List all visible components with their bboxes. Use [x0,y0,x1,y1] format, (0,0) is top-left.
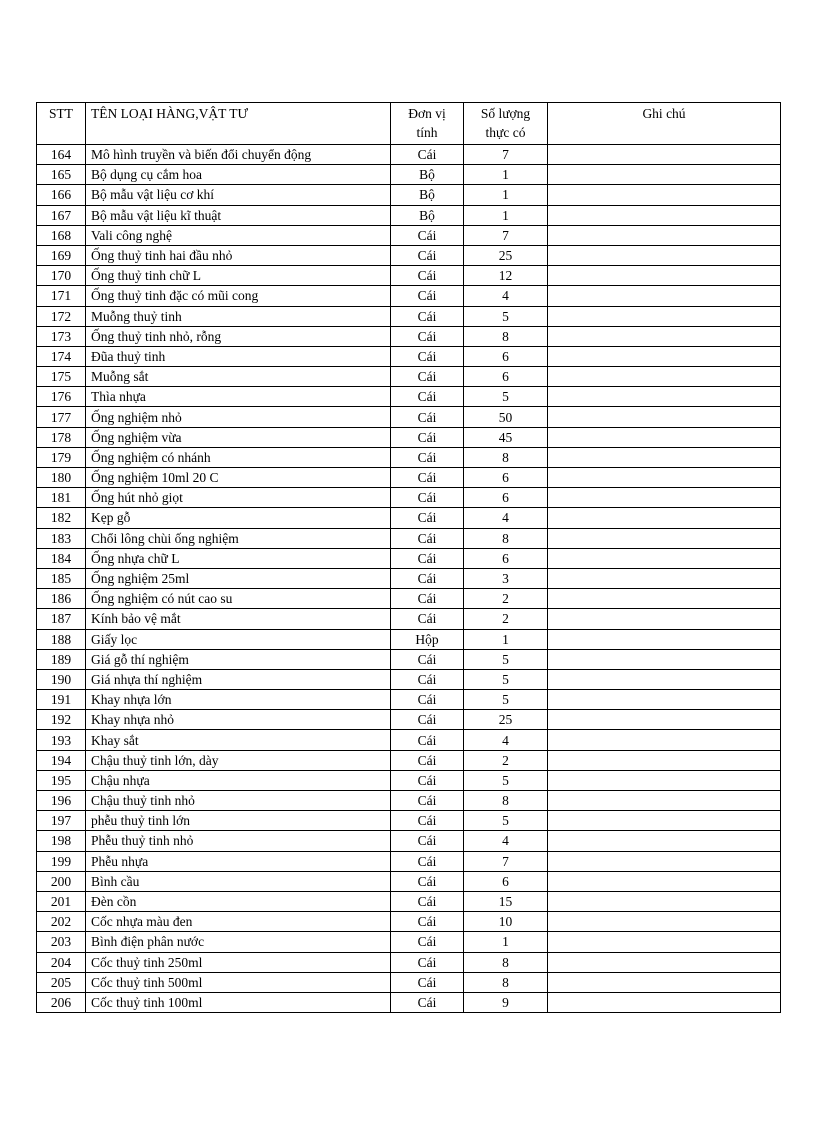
cell-name: Giá gỗ thí nghiệm [86,649,391,669]
cell-name: Chậu nhựa [86,770,391,790]
cell-qty: 6 [464,367,548,387]
cell-name: Vali công nghệ [86,225,391,245]
table-header [37,103,781,145]
cell-name: Phễu nhựa [86,851,391,871]
table-row [37,165,781,185]
cell-unit: Cái [391,669,464,689]
cell-unit: Bộ [391,205,464,225]
cell-qty: 1 [464,165,548,185]
table-body [37,145,781,1013]
cell-note [548,528,781,548]
cell-note [548,508,781,528]
inventory-table [36,102,781,1013]
cell-stt: 191 [37,690,86,710]
cell-qty: 7 [464,851,548,871]
cell-name: Ống nghiệm có nút cao su [86,589,391,609]
cell-unit: Cái [391,952,464,972]
header-qty-line2: thực có [485,125,526,140]
table-row [37,932,781,952]
cell-qty: 2 [464,589,548,609]
cell-stt: 206 [37,992,86,1012]
header-unit [391,103,464,145]
cell-name: Chậu thuỷ tinh nhỏ [86,791,391,811]
cell-stt: 167 [37,205,86,225]
table-row [37,225,781,245]
cell-qty: 5 [464,669,548,689]
header-row [37,103,781,145]
cell-qty: 1 [464,205,548,225]
cell-stt: 203 [37,932,86,952]
cell-unit: Cái [391,407,464,427]
cell-unit: Cái [391,710,464,730]
cell-qty: 5 [464,649,548,669]
cell-stt: 182 [37,508,86,528]
cell-stt: 200 [37,871,86,891]
cell-qty: 8 [464,326,548,346]
cell-name: Muỗng sắt [86,367,391,387]
cell-qty: 8 [464,952,548,972]
table-row [37,811,781,831]
table-row [37,568,781,588]
cell-name: Cốc thuỷ tinh 500ml [86,972,391,992]
cell-note [548,145,781,165]
table-row [37,730,781,750]
cell-stt: 195 [37,770,86,790]
header-note: Ghi chú [548,103,781,145]
cell-stt: 186 [37,589,86,609]
cell-qty: 50 [464,407,548,427]
cell-qty: 25 [464,710,548,730]
cell-qty: 6 [464,488,548,508]
cell-name: Ống nghiệm 10ml 20 C [86,468,391,488]
cell-note [548,427,781,447]
cell-qty: 1 [464,629,548,649]
cell-qty: 4 [464,831,548,851]
cell-stt: 175 [37,367,86,387]
cell-note [548,730,781,750]
cell-note [548,548,781,568]
cell-unit: Cái [391,548,464,568]
header-stt: STT [37,103,86,145]
cell-name: Phễu thuỷ tinh nhỏ [86,831,391,851]
cell-name: Cốc nhựa màu đen [86,912,391,932]
cell-qty: 6 [464,346,548,366]
cell-stt: 169 [37,245,86,265]
cell-note [548,831,781,851]
cell-stt: 188 [37,629,86,649]
cell-qty: 8 [464,447,548,467]
header-name: TÊN LOẠI HÀNG,VẬT TƯ [86,103,391,145]
cell-qty: 5 [464,690,548,710]
cell-name: Khay nhựa nhỏ [86,710,391,730]
cell-stt: 171 [37,286,86,306]
cell-note [548,912,781,932]
cell-name: Ống nghiệm 25ml [86,568,391,588]
cell-unit: Cái [391,972,464,992]
cell-qty: 4 [464,286,548,306]
cell-qty: 7 [464,225,548,245]
cell-name: Chổi lông chùi ống nghiệm [86,528,391,548]
cell-unit: Cái [391,932,464,952]
cell-qty: 6 [464,468,548,488]
cell-note [548,185,781,205]
cell-name: Cốc thuỷ tinh 100ml [86,992,391,1012]
cell-unit: Cái [391,306,464,326]
cell-unit: Cái [391,730,464,750]
cell-unit: Cái [391,468,464,488]
cell-note [548,286,781,306]
cell-unit: Cái [391,508,464,528]
cell-name: Chậu thuỷ tinh lớn, dày [86,750,391,770]
cell-stt: 192 [37,710,86,730]
cell-qty: 3 [464,568,548,588]
cell-stt: 190 [37,669,86,689]
cell-name: Ống nghiệm có nhánh [86,447,391,467]
cell-unit: Cái [391,891,464,911]
cell-stt: 165 [37,165,86,185]
cell-name: Khay sắt [86,730,391,750]
cell-stt: 181 [37,488,86,508]
table-row [37,447,781,467]
cell-name: Bình điện phân nước [86,932,391,952]
cell-note [548,992,781,1012]
cell-unit: Cái [391,649,464,669]
cell-qty: 45 [464,427,548,447]
cell-name: Ống thuỷ tinh nhỏ, rỗng [86,326,391,346]
cell-qty: 8 [464,791,548,811]
cell-stt: 179 [37,447,86,467]
cell-name: Ống hút nhỏ giọt [86,488,391,508]
cell-note [548,447,781,467]
cell-name: phễu thuỷ tinh lớn [86,811,391,831]
cell-stt: 193 [37,730,86,750]
header-qty-line1: Số lượng [480,106,531,121]
header-unit-line2: tính [416,125,438,140]
cell-qty: 5 [464,811,548,831]
cell-note [548,871,781,891]
table-row [37,770,781,790]
cell-stt: 177 [37,407,86,427]
cell-qty: 6 [464,548,548,568]
cell-note [548,326,781,346]
cell-note [548,690,781,710]
table-row [37,649,781,669]
cell-name: Đũa thuỷ tinh [86,346,391,366]
cell-note [548,791,781,811]
cell-note [548,266,781,286]
cell-qty: 4 [464,508,548,528]
cell-stt: 204 [37,952,86,972]
cell-stt: 189 [37,649,86,669]
cell-stt: 178 [37,427,86,447]
table-row [37,145,781,165]
cell-unit: Cái [391,791,464,811]
cell-qty: 12 [464,266,548,286]
cell-name: Bộ mẫu vật liệu kĩ thuật [86,205,391,225]
cell-unit: Cái [391,609,464,629]
header-unit-line1: Đơn vị [408,106,446,121]
cell-note [548,770,781,790]
table-row [37,791,781,811]
cell-unit: Cái [391,286,464,306]
cell-unit: Hộp [391,629,464,649]
cell-stt: 180 [37,468,86,488]
cell-note [548,165,781,185]
cell-stt: 170 [37,266,86,286]
cell-name: Ống nhựa chữ L [86,548,391,568]
cell-note [548,346,781,366]
table-row [37,669,781,689]
cell-note [548,932,781,952]
cell-stt: 185 [37,568,86,588]
cell-stt: 176 [37,387,86,407]
cell-qty: 9 [464,992,548,1012]
cell-qty: 8 [464,972,548,992]
table-row [37,407,781,427]
cell-name: Kính bảo vệ mắt [86,609,391,629]
cell-note [548,972,781,992]
cell-note [548,649,781,669]
cell-note [548,488,781,508]
cell-qty: 25 [464,245,548,265]
table-row [37,488,781,508]
table-row [37,286,781,306]
cell-stt: 174 [37,346,86,366]
table-row [37,427,781,447]
table-row [37,346,781,366]
cell-name: Cốc thuỷ tinh 250ml [86,952,391,972]
table-row [37,891,781,911]
table-row [37,871,781,891]
table-row [37,266,781,286]
cell-note [548,589,781,609]
cell-unit: Cái [391,387,464,407]
cell-note [548,851,781,871]
cell-unit: Cái [391,831,464,851]
cell-name: Ống nghiệm vừa [86,427,391,447]
table-row [37,185,781,205]
cell-note [548,669,781,689]
cell-unit: Bộ [391,185,464,205]
cell-note [548,407,781,427]
cell-unit: Cái [391,770,464,790]
cell-name: Bình cầu [86,871,391,891]
table-row [37,548,781,568]
cell-qty: 4 [464,730,548,750]
cell-unit: Cái [391,427,464,447]
cell-name: Ống thuỷ tinh chữ L [86,266,391,286]
cell-qty: 2 [464,609,548,629]
cell-unit: Cái [391,346,464,366]
cell-name: Bộ dụng cụ cắm hoa [86,165,391,185]
cell-unit: Cái [391,326,464,346]
table-row [37,609,781,629]
table-row [37,690,781,710]
cell-unit: Cái [391,589,464,609]
cell-unit: Cái [391,245,464,265]
cell-name: Khay nhựa lớn [86,690,391,710]
cell-name: Mô hình truyền và biến đổi chuyển động [86,145,391,165]
cell-qty: 5 [464,387,548,407]
cell-stt: 184 [37,548,86,568]
table-row [37,205,781,225]
table-row [37,387,781,407]
cell-note [548,245,781,265]
cell-stt: 205 [37,972,86,992]
cell-qty: 1 [464,185,548,205]
table-row [37,831,781,851]
table-row [37,972,781,992]
cell-qty: 10 [464,912,548,932]
table-row [37,912,781,932]
cell-name: Ống thuỷ tinh hai đầu nhỏ [86,245,391,265]
cell-unit: Cái [391,690,464,710]
cell-unit: Bộ [391,165,464,185]
cell-name: Thìa nhựa [86,387,391,407]
cell-unit: Cái [391,225,464,245]
table-row [37,952,781,972]
cell-note [548,367,781,387]
cell-name: Đèn cồn [86,891,391,911]
table-row [37,589,781,609]
cell-unit: Cái [391,851,464,871]
cell-stt: 172 [37,306,86,326]
table-row [37,508,781,528]
cell-name: Ống thuỷ tinh đặc có mũi cong [86,286,391,306]
cell-stt: 198 [37,831,86,851]
cell-qty: 5 [464,770,548,790]
cell-unit: Cái [391,367,464,387]
cell-unit: Cái [391,871,464,891]
cell-unit: Cái [391,447,464,467]
table-row [37,367,781,387]
cell-stt: 197 [37,811,86,831]
cell-qty: 1 [464,932,548,952]
cell-stt: 183 [37,528,86,548]
cell-note [548,468,781,488]
table-row [37,468,781,488]
cell-unit: Cái [391,145,464,165]
cell-stt: 202 [37,912,86,932]
cell-stt: 199 [37,851,86,871]
cell-stt: 164 [37,145,86,165]
cell-unit: Cái [391,811,464,831]
table-row [37,710,781,730]
cell-unit: Cái [391,528,464,548]
cell-name: Giá nhựa thí nghiệm [86,669,391,689]
cell-note [548,710,781,730]
header-qty [464,103,548,145]
cell-unit: Cái [391,750,464,770]
cell-note [548,205,781,225]
cell-name: Kẹp gỗ [86,508,391,528]
cell-unit: Cái [391,912,464,932]
cell-name: Muỗng thuỷ tinh [86,306,391,326]
cell-stt: 194 [37,750,86,770]
table-row [37,629,781,649]
cell-unit: Cái [391,266,464,286]
table-row [37,245,781,265]
cell-note [548,568,781,588]
cell-qty: 2 [464,750,548,770]
table-row [37,306,781,326]
cell-stt: 201 [37,891,86,911]
cell-note [548,811,781,831]
cell-qty: 15 [464,891,548,911]
cell-stt: 196 [37,791,86,811]
table-row [37,851,781,871]
cell-unit: Cái [391,992,464,1012]
table-row [37,528,781,548]
cell-qty: 5 [464,306,548,326]
cell-qty: 8 [464,528,548,548]
cell-note [548,629,781,649]
table-row [37,326,781,346]
cell-note [548,306,781,326]
cell-note [548,952,781,972]
cell-stt: 166 [37,185,86,205]
cell-qty: 6 [464,871,548,891]
cell-note [548,750,781,770]
cell-note [548,387,781,407]
cell-stt: 173 [37,326,86,346]
cell-qty: 7 [464,145,548,165]
cell-unit: Cái [391,568,464,588]
cell-name: Ống nghiệm nhỏ [86,407,391,427]
cell-name: Bộ mẫu vật liệu cơ khí [86,185,391,205]
cell-note [548,891,781,911]
cell-note [548,609,781,629]
cell-stt: 168 [37,225,86,245]
cell-name: Giấy lọc [86,629,391,649]
cell-stt: 187 [37,609,86,629]
cell-note [548,225,781,245]
cell-unit: Cái [391,488,464,508]
table-row [37,992,781,1012]
table-row [37,750,781,770]
